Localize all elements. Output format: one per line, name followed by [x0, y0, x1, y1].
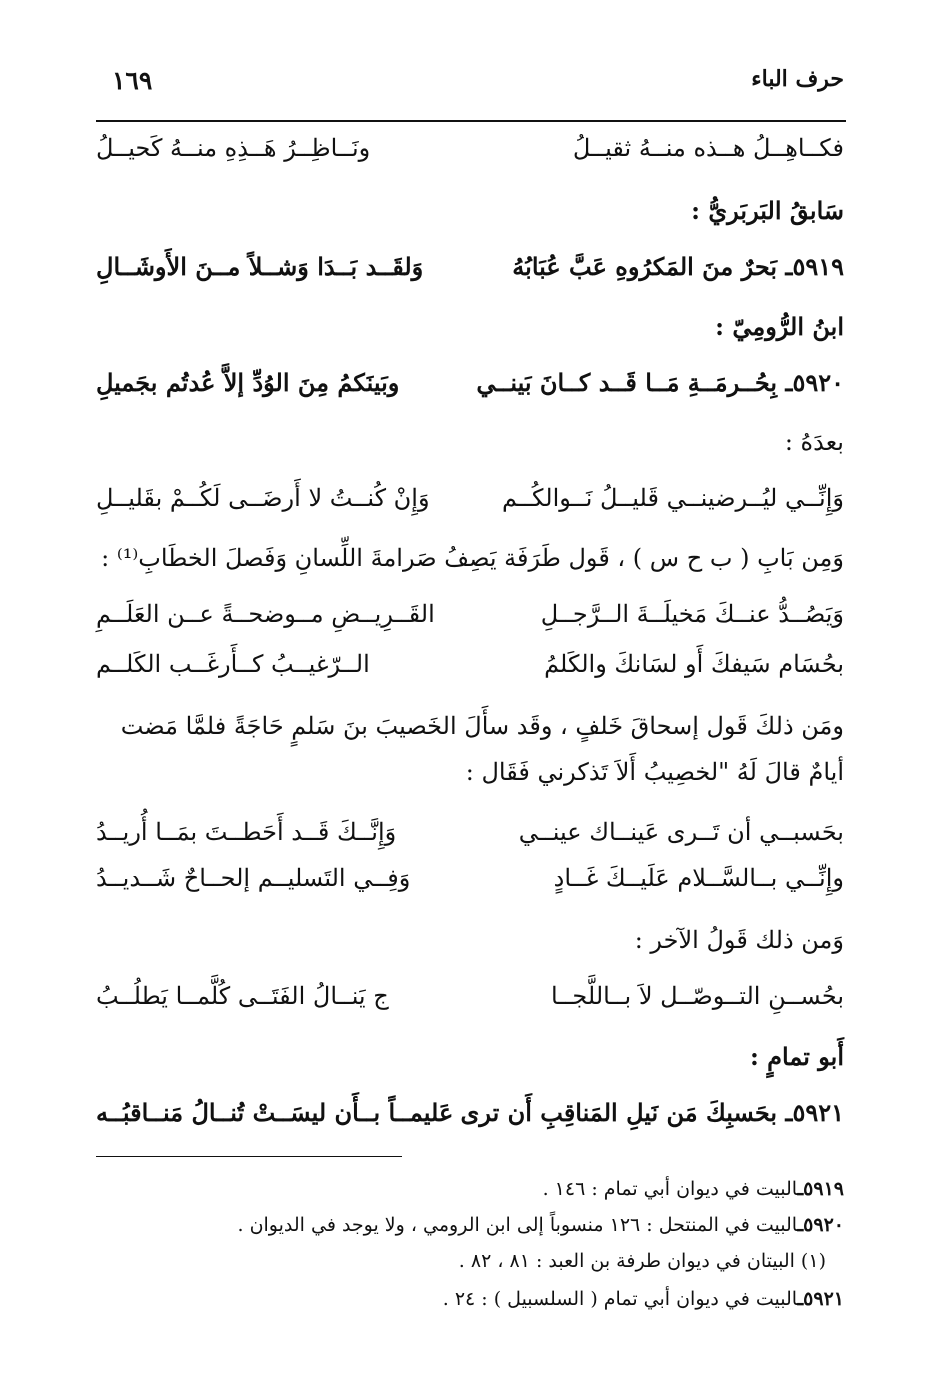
verse-hemistich-second: ج يَنــالُ الفَتَــى كُلَّمــا يَطلُــبُ [96, 982, 389, 1010]
prose-paragraph-2-line-1: ومَن ذلكَ قَول إسحاقَ خَلفٍ ، وقَد سأَلَ الخَصيبَ بنَ سَلمٍ حَاجَةً فلمَّا مَضت [120, 712, 844, 740]
verse-5919 [96, 252, 844, 296]
verse-line-5 [96, 600, 844, 644]
verse-hemistich-first: ٥٩٢٠ـ بِحُــرمَــةِ مَــا قَــد كــانَ بَينــي [476, 368, 844, 397]
verse-hemistich-first: وَيَصُــدُّ عنــكَ مَخيلَــةَ الــرَّجــلِ [540, 600, 844, 628]
poet-name-ibn-rumi: ابنُ الرُّومِيّ : [715, 312, 844, 341]
verse-hemistich-second: وَإِنْ كُنــتُ لا أَرضَــى لَكُــمْ بقَليــلِ [96, 484, 430, 512]
verse-hemistich-second: القَــرِيــضِ مــوضحــةً عــن العَلَــمِ [96, 600, 435, 628]
footnote-number: ٥٩٢١ـ [797, 1288, 844, 1310]
verse-hemistich-first: ٥٩١٩ـ بَحرٌ منَ المَكرُوهِ عَبَّ عُبَابُهُ [512, 252, 844, 281]
footnote-text: البيت في المنتحل : ١٢٦ منسوباً إلى ابن الرومي ، ولا يوجد في الديوان . [237, 1214, 798, 1236]
verse-hemistich-second: الــرّغيــبُ كــأَرغَــب الكَلــم [96, 650, 370, 678]
verse-hemistich-first: فكــاهِــلُ هــذه منــهُ ثقيــلُ [572, 134, 844, 162]
footnote-5919 [96, 1178, 844, 1200]
verse-hemistich-second: وبَينَكمُ مِنَ الوُدِّ إلاَّ عُدتُم بجَميلِ [96, 368, 400, 397]
verse-line-7 [96, 818, 844, 862]
poet-name-abu-tammam: أَبو تمامٍ : [749, 1042, 844, 1071]
prose-after: بعدَهُ : [784, 428, 844, 456]
verse-hemistich-second: وَإِنَّــكَ قَــد أَحَطــتَ بمَــا أُريــدُ [96, 818, 397, 846]
prose-paragraph-3: وَمن ذلك قَولُ الآخر : [634, 926, 844, 954]
verse-5921 [96, 1098, 844, 1142]
verse-hemistich-second: ونَــاظِــرُ هَــذِهِ منــهُ كَحيــلُ [96, 134, 371, 162]
footnote-number: ٥٩٢٠ـ [797, 1214, 844, 1236]
footnote-1 [96, 1250, 826, 1272]
verse-hemistich-first: ٥٩٢١ـ بحَسبِكَ مَن نَيلِ المَناقِبِ أَن ترى [460, 1098, 844, 1127]
verse-line-6 [96, 650, 844, 694]
verse-line-9 [96, 982, 844, 1026]
prose-paragraph-2-line-2: أيامٌ قالَ لَهُ "لخصِيبُ أَلاَ تَذكرني فَقَال : [465, 758, 844, 786]
page-number: ١٦٩ [112, 66, 153, 95]
verse-hemistich-first: بحُســنِ التــوصّــل لاَ بــاللَّجــا [551, 982, 844, 1010]
verse-hemistich-second: وَلقَــد بَــدَا وَشــلاً مــنَ الأَوشَــالِ [96, 252, 424, 281]
verse-hemistich-first: بحُسَام سَيفكَ أَو لسَانكَ والكَلمُ [544, 650, 844, 678]
verse-hemistich-first: وَإِنِّــي ليُــرضينــي قَليــلُ نَــوالكُــم [502, 484, 844, 512]
footnote-5921 [96, 1288, 844, 1310]
verse-line-1 [96, 134, 844, 178]
verse-hemistich-first: وإِنِّــي بــالسَّــلام عَلَيــكَ غَــادٍ [553, 864, 844, 892]
footnote-5920 [96, 1214, 844, 1236]
verse-line-4 [96, 484, 844, 528]
footnote-text: البيت في ديوان أبي تمام ( السلسبيل ) : ٢٤ . [442, 1288, 798, 1310]
running-header-chapter: حرف الباء [751, 66, 844, 92]
footnote-text: البيت في ديوان أبي تمام : ١٤٦ . [542, 1178, 798, 1200]
poet-name-sabiq: سَابقُ البَربَريُّ : [691, 196, 844, 225]
verse-hemistich-second: عَليمــاً بــأَن ليسَــتْ تُنــالُ مَنــاقبُــه [96, 1098, 454, 1127]
verse-hemistich-second: وَفِــي التَسليــم إلحــاحٌ شَــديــدُ [96, 864, 411, 892]
footnote-number: ٥٩١٩ـ [797, 1178, 844, 1200]
verse-hemistich-first: بحَسبــي أن تَــرى عَينــاك عينــي [518, 818, 844, 846]
header-rule [96, 120, 846, 122]
verse-line-8 [96, 864, 844, 908]
verse-5920 [96, 368, 844, 412]
footnote-rule [96, 1156, 402, 1157]
prose-paragraph-1: وَمِن بَابِ ( ب ح س ) ، قَول طَرَفَة يَصِفُ صَرامةَ اللِّسانِ وَفَصلَ الخطَابِ⁽¹⁾ : [101, 544, 844, 572]
footnote-text: (١) البيتان في ديوان طرفة بن العبد : ٨١ ، ٨٢ . [458, 1250, 826, 1272]
